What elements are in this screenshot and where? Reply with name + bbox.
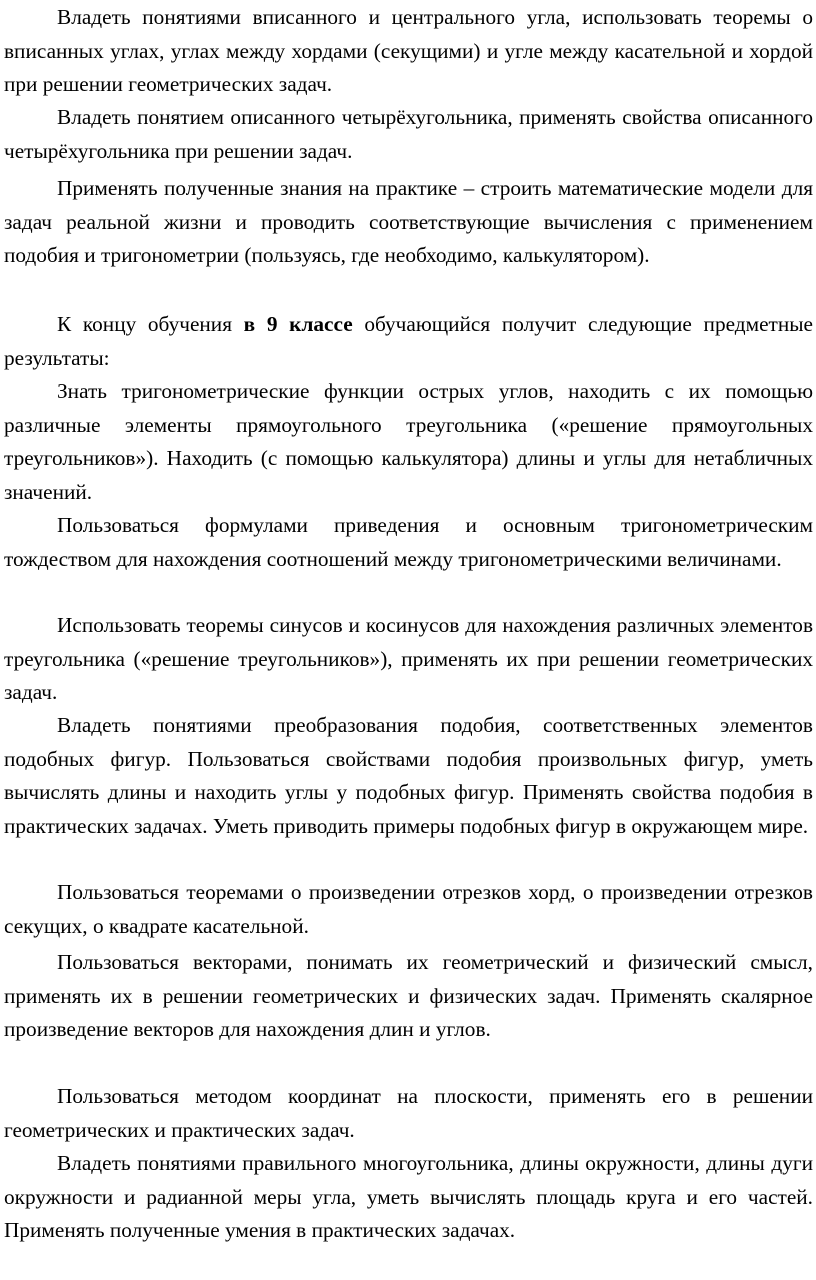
paragraph-chord-segments: Пользоваться теоремами о произведении отрезков хорд, о произведении отрезков секущих, о квадрате касательной. — [4, 880, 813, 938]
paragraph-regular-polygon: Владеть понятиями правильного многоугольника, длины окружности, длины дуги окружности и радианной меры угла, уметь вычислять площадь круга и его частей. Применять полученные умения в практических задачах. — [4, 1151, 813, 1242]
paragraph-vectors: Пользоваться векторами, понимать их геометрический и физический смысл, применять их в решении геометрических и физических задач. Применять скалярное произведение векторов для нахождения длин и углов. — [4, 950, 813, 1041]
paragraph-circumscribed-quadrilateral: Владеть понятием описанного четырёхугольника, применять свойства описанного четырёхугольника при решении задач. — [4, 105, 813, 163]
grade-9-intro-after: обучающийся получит следующие предметные результаты: — [4, 312, 814, 370]
paragraph-sine-cosine-theorems: Использовать теоремы синусов и косинусов для нахождения различных элементов треугольника («решение треугольников»), применять их при решении геометрических задач. — [4, 613, 813, 704]
grade-9-bold-text: в 9 классе — [243, 312, 353, 336]
paragraph-trigonometric-functions: Знать тригонометрические функции острых углов, находить с их помощью различные элементы прямоугольного треугольника («решение прямоугольных треугольников»). Находить (с помощью калькулятора) длины и углы для нетабличных значений. — [4, 379, 813, 504]
paragraph-reduction-formulas: Пользоваться формулами приведения и основным тригонометрическим тождеством для нахождения соотношений между тригонометрическими величинами. — [4, 513, 813, 571]
paragraph-coordinate-method: Пользоваться методом координат на плоскости, применять его в решении геометрических и практических задач. — [4, 1084, 813, 1142]
paragraph-grade-9-intro — [4, 308, 813, 375]
paragraph-similarity: Владеть понятиями преобразования подобия, соответственных элементов подобных фигур. Пользоваться свойствами подобия произвольных фигур, уметь вычислять длины и находить углы у подобных фигур. Применять свойства подобия в практических задачах. Уметь приводить примеры подобных фигур в окружающем мире. — [4, 713, 813, 838]
paragraph-practical-application: Применять полученные знания на практике – строить математические модели для задач реальной жизни и проводить соответствующие вычисления с применением подобия и тригонометрии (пользуясь, где необходимо, калькулятором). — [4, 176, 813, 267]
grade-9-intro-before: К концу обучения — [57, 312, 244, 336]
paragraph-inscribed-angles: Владеть понятиями вписанного и центрального угла, использовать теоремы о вписанных углах, углах между хордами (секущими) и угле между касательной и хордой при решении геометрических задач. — [4, 5, 813, 96]
